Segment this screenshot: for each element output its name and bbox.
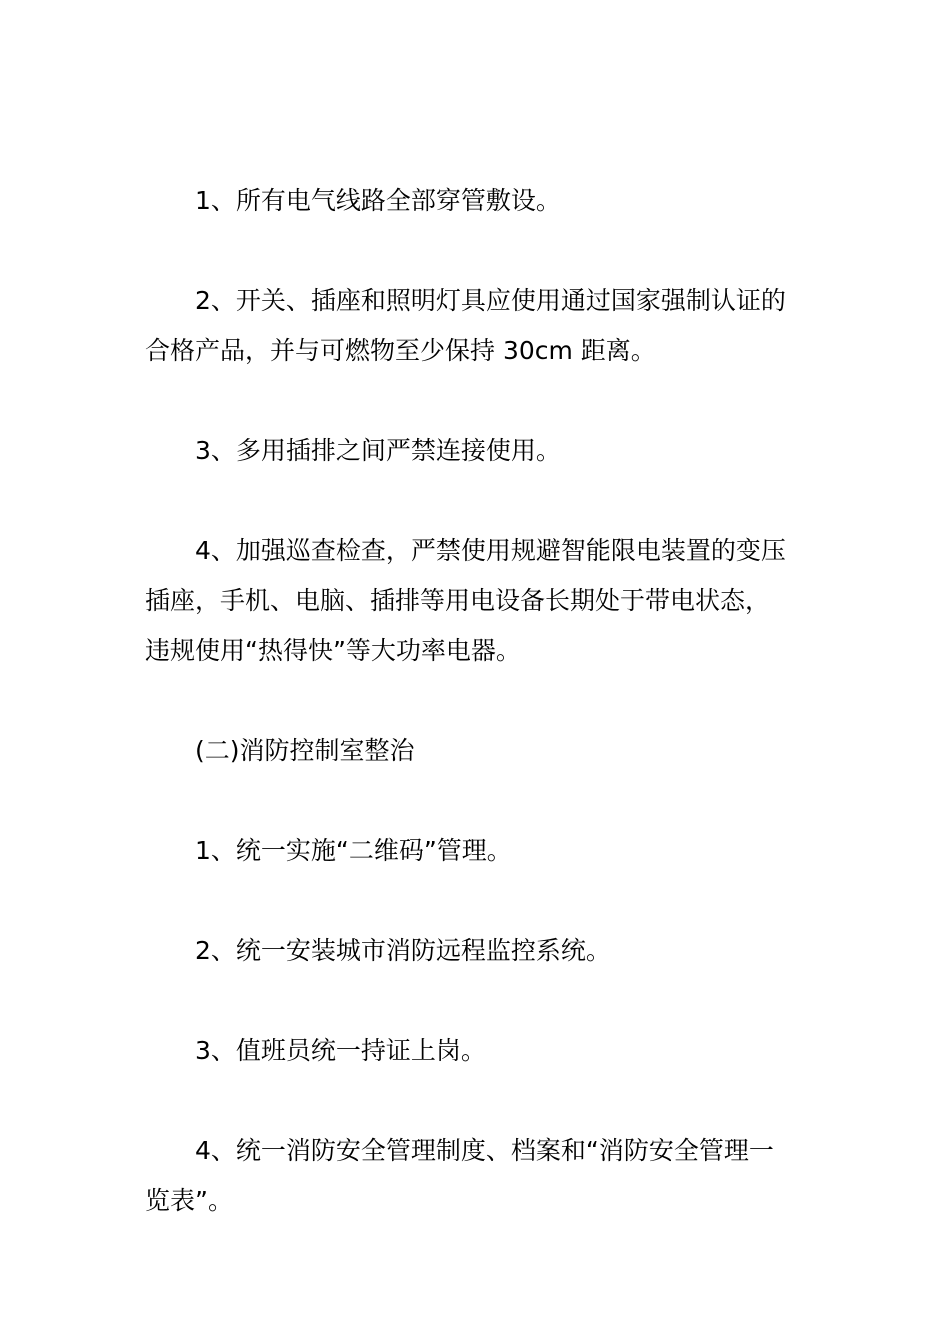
paragraph-management-system	[145, 1126, 810, 1226]
section-heading-fire-control-room	[145, 726, 810, 776]
paragraph-line: 4、加强巡查检查，严禁使用规避智能限电装置的变压	[195, 536, 786, 565]
paragraph-line: 2、统一安装城市消防远程监控系统。	[195, 936, 611, 965]
paragraph-line: 合格产品，并与可燃物至少保持 30cm 距离。	[145, 336, 656, 365]
paragraph-line: 插座，手机、电脑、插排等用电设备长期处于带电状态，	[145, 586, 771, 615]
paragraph-line: 1、所有电气线路全部穿管敷设。	[195, 186, 561, 215]
paragraph-power-strips	[145, 426, 810, 476]
paragraph-electrical-wiring	[145, 176, 810, 226]
paragraph-remote-monitoring	[145, 926, 810, 976]
paragraph-qr-code	[145, 826, 810, 876]
paragraph-switches-sockets	[145, 276, 810, 376]
section-heading-line: (二)消防控制室整治	[195, 736, 415, 765]
paragraph-line: 览表”。	[145, 1186, 233, 1215]
paragraph-certified-staff	[145, 1026, 810, 1076]
paragraph-line: 4、统一消防安全管理制度、档案和“消防安全管理一	[195, 1136, 774, 1165]
paragraph-line: 3、值班员统一持证上岗。	[195, 1036, 486, 1065]
paragraph-inspection	[145, 526, 810, 676]
paragraph-line: 2、开关、插座和照明灯具应使用通过国家强制认证的	[195, 286, 786, 315]
paragraph-line: 3、多用插排之间严禁连接使用。	[195, 436, 561, 465]
paragraph-line: 1、统一实施“二维码”管理。	[195, 836, 512, 865]
paragraph-line: 违规使用“热得快”等大功率电器。	[145, 636, 521, 665]
